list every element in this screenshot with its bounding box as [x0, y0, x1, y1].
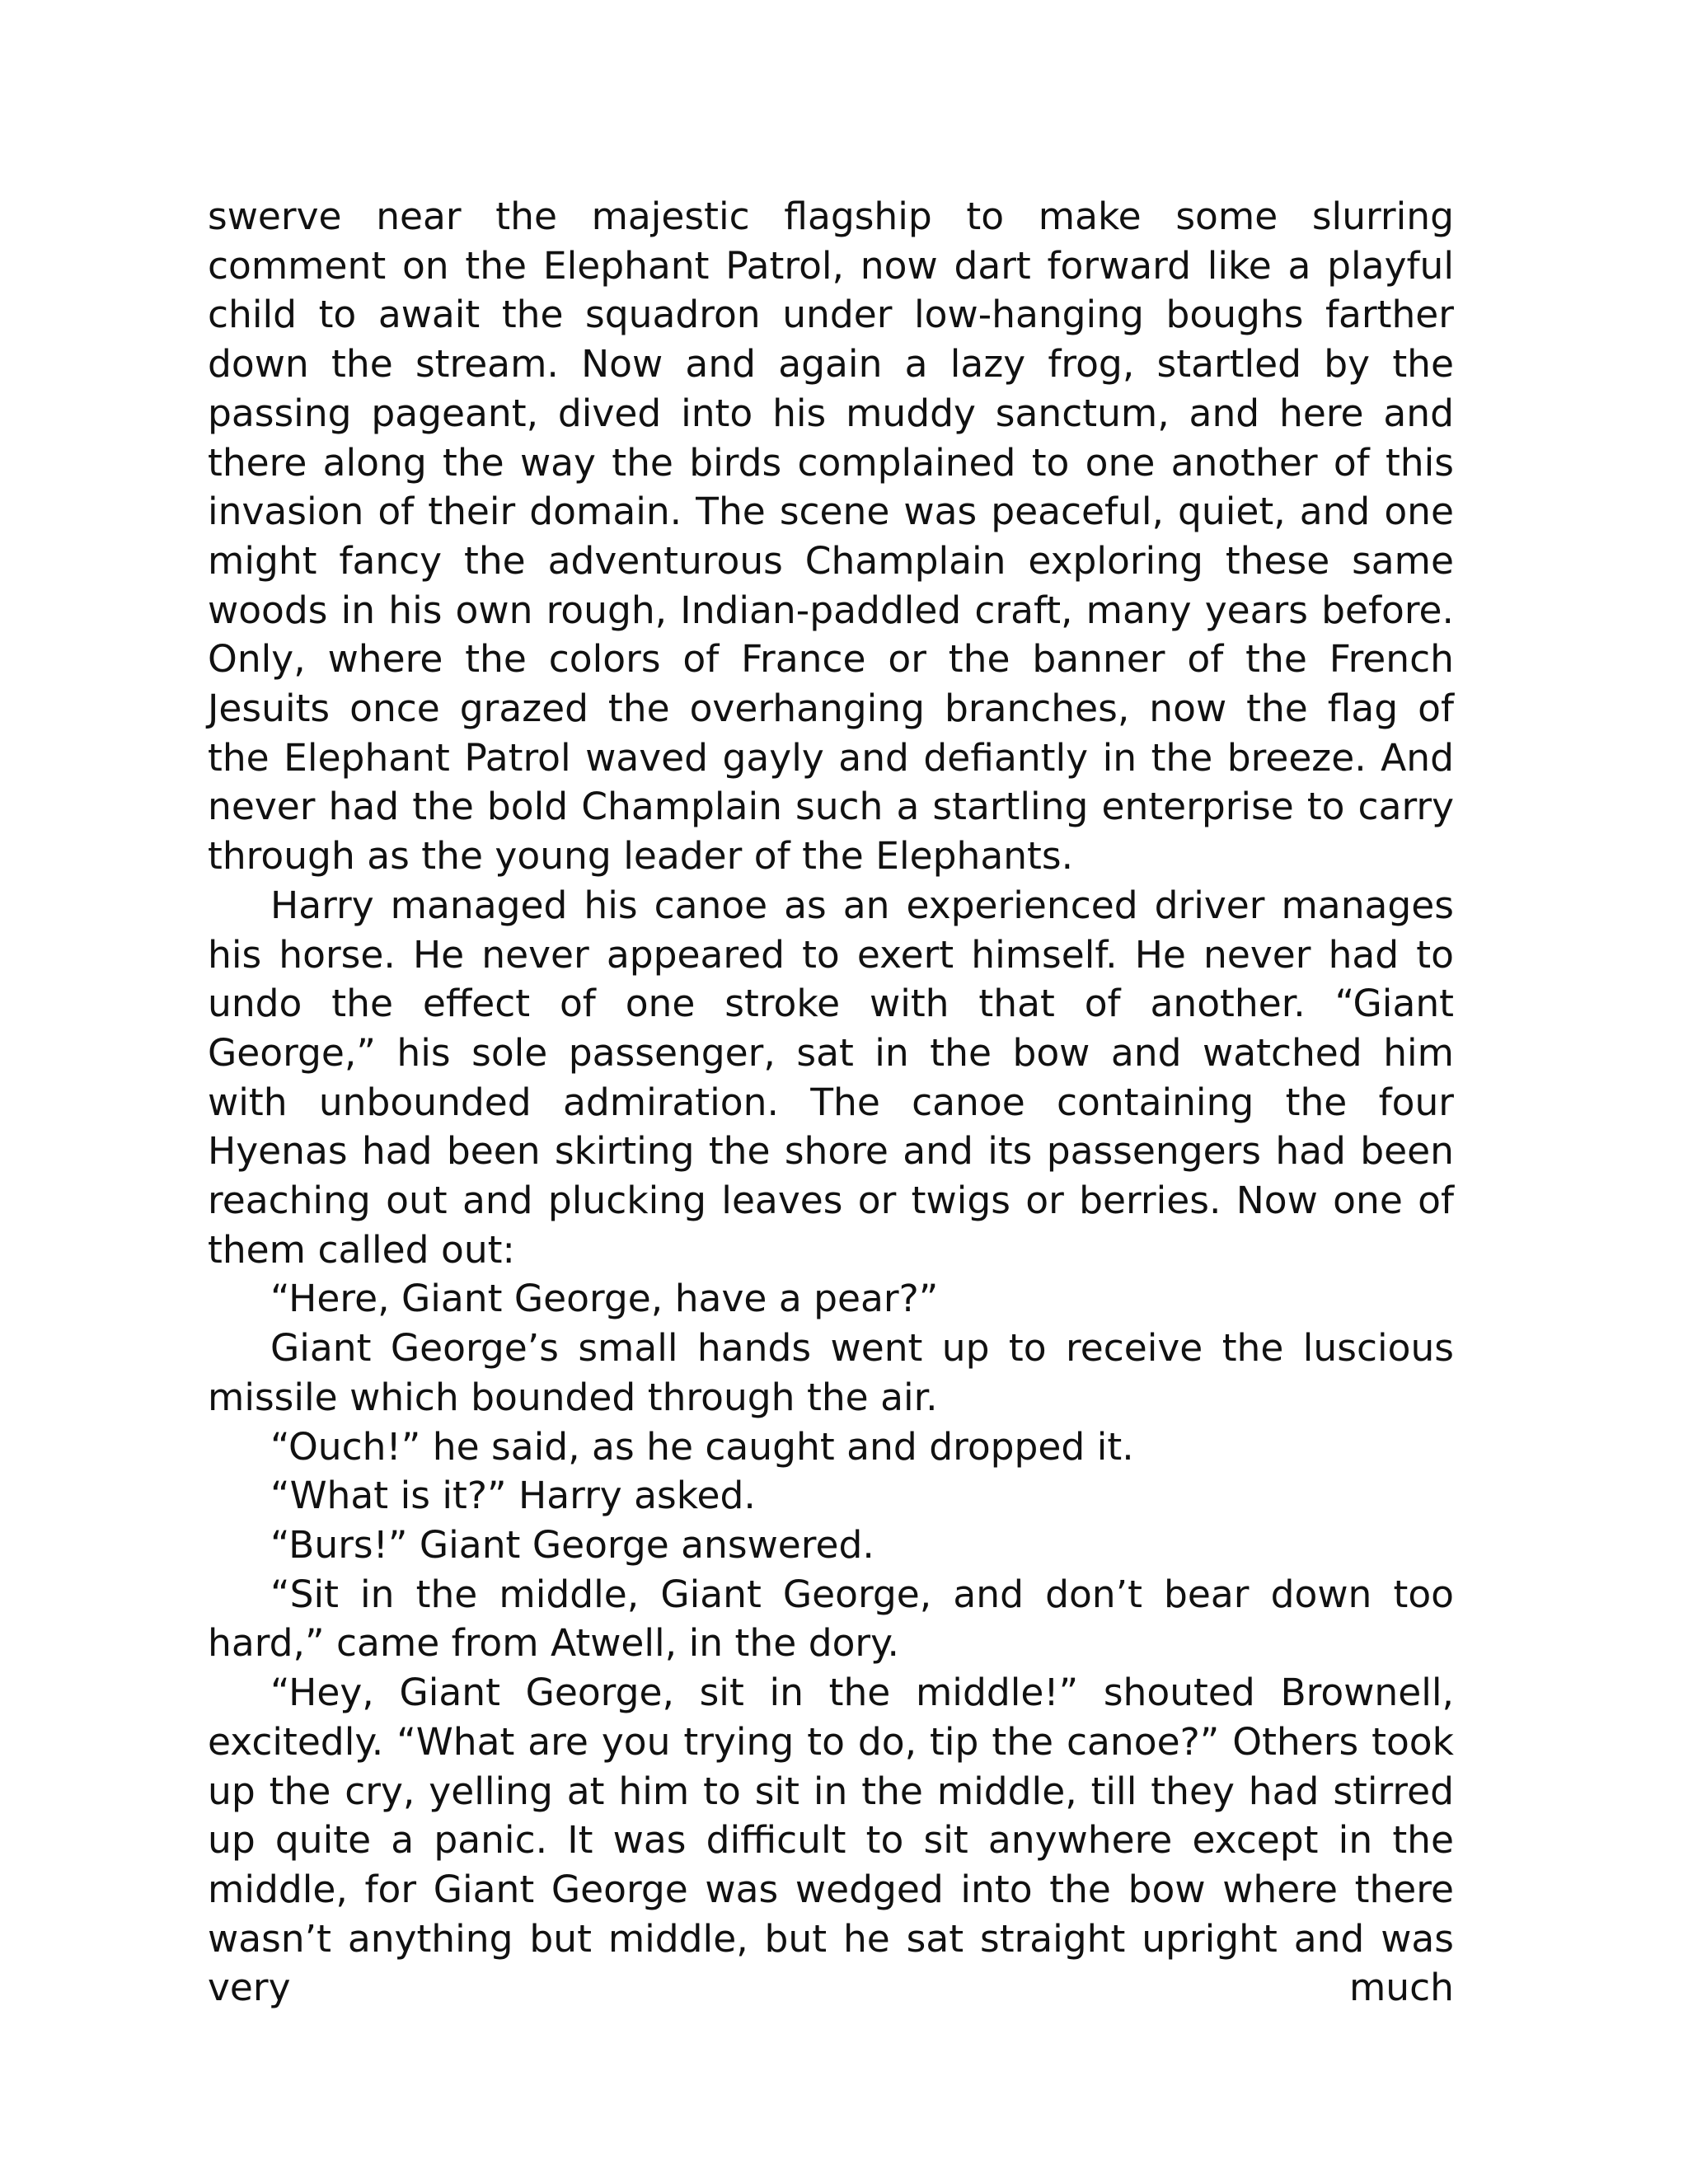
- paragraph-1: swerve near the majestic flagship to make some slurring comment on the Elephant Patrol, now dart forward like a playful child to await the squadron under low-hanging boughs farther down the stream. Now and again a lazy frog, startled by the passing pageant, dived into his muddy sanctum, and here and there along the way the birds complained to one another of this invasion of their domain. The scene was peaceful, quiet, and one might fancy the adventurous Champlain exploring these same woods in his own rough, Indian-paddled craft, many years before. Only, where the colors of France or the banner of the French Jesuits once grazed the overhanging branches, now the flag of the Elephant Patrol waved gayly and defiantly in the breeze. And never had the bold Champlain such a startling enterprise to carry through as the young leader of the Elephants.: [208, 194, 1454, 879]
- paragraph-7: “Burs!” Giant George answered.: [270, 1522, 874, 1567]
- paragraph-3: “Here, Giant George, have a pear?”: [270, 1277, 939, 1321]
- page-text: [208, 192, 1454, 2013]
- paragraph-4: Giant George’s small hands went up to receive the luscious missile which bounded through the air.: [208, 1326, 1454, 1419]
- paragraph-6: “What is it?” Harry asked.: [270, 1474, 756, 1518]
- paragraph-5: “Ouch!” he said, as he caught and dropped it.: [270, 1424, 1134, 1469]
- paragraph-9: “Hey, Giant George, sit in the middle!” shouted Brownell, excitedly. “What are you trying to do, tip the canoe?” Others took up the cry, yelling at him to sit in the middle, till they had stirred up quite a panic. It was difficult to sit anywhere except in the middle, for Giant George was wedged into the bow where there wasn’t anything but middle, but he sat straight upright and was very much: [208, 1671, 1454, 2010]
- paragraph-8: “Sit in the middle, Giant George, and don’t bear down too hard,” came from Atwell, in the dory.: [208, 1572, 1454, 1666]
- paragraph-2: Harry managed his canoe as an experienced driver manages his horse. He never appeared to exert himself. He never had to undo the effect of one stroke with that of another. “Giant George,” his sole passenger, sat in the bow and watched him with unbounded admiration. The canoe containing the four Hyenas had been skirting the shore and its passengers had been reaching out and plucking leaves or twigs or berries. Now one of them called out:: [208, 883, 1454, 1272]
